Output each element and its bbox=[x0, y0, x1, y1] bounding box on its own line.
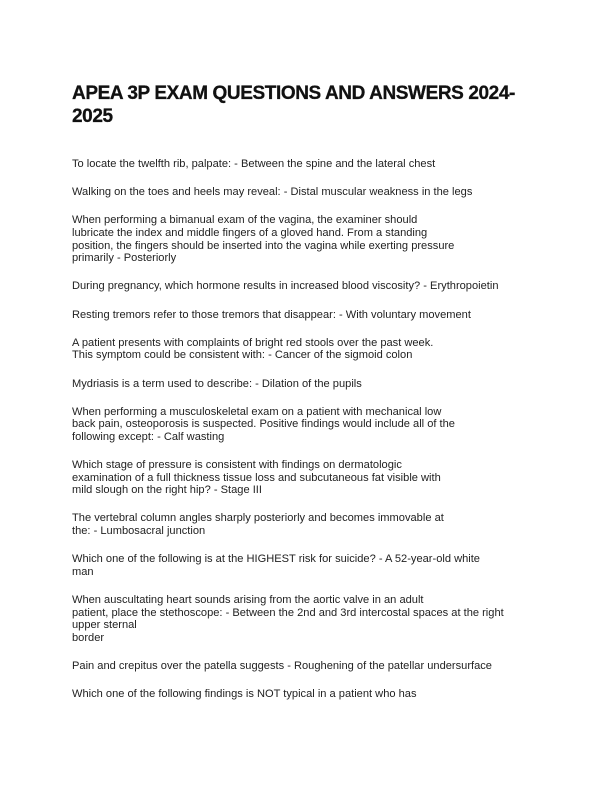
qa-line: back pain, osteoporosis is suspected. Positive findings would include all of the bbox=[72, 418, 455, 431]
qa-item bbox=[72, 512, 552, 537]
qa-line: mild slough on the right hip? - Stage III bbox=[72, 484, 262, 497]
qa-line: Mydriasis is a term used to describe: - Dilation of the pupils bbox=[72, 377, 362, 390]
qa-item bbox=[72, 406, 552, 444]
qa-line: When performing a bimanual exam of the vagina, the examiner should bbox=[72, 214, 418, 227]
qa-line: When auscultating heart sounds arising from the aortic valve in an adult bbox=[72, 594, 424, 606]
qa-item bbox=[72, 594, 552, 644]
qa-line: Which one of the following findings is NOT typical in a patient who has bbox=[72, 688, 417, 701]
qa-line: man bbox=[72, 565, 94, 578]
qa-line: upper sternal bbox=[72, 619, 137, 632]
qa-line: During pregnancy, which hormone results in increased blood viscosity? - Erythropoietin bbox=[72, 280, 499, 293]
qa-line: examination of a full thickness tissue loss and subcutaneous fat visible with bbox=[72, 471, 441, 484]
document-page bbox=[72, 82, 552, 716]
qa-line: The vertebral column angles sharply posteriorly and becomes immovable at bbox=[72, 512, 444, 525]
qa-item bbox=[72, 660, 552, 673]
qa-item bbox=[72, 378, 552, 391]
title-line: APEA 3P EXAM QUESTIONS AND ANSWERS 2024- bbox=[72, 83, 515, 104]
qa-list bbox=[72, 158, 552, 701]
qa-line: Which stage of pressure is consistent with findings on dermatologic bbox=[72, 459, 402, 472]
qa-item bbox=[72, 309, 552, 322]
qa-item bbox=[72, 158, 552, 171]
qa-item bbox=[72, 688, 552, 701]
page-title bbox=[72, 82, 552, 128]
qa-line: Resting tremors refer to those tremors that disappear: - With voluntary movement bbox=[72, 308, 471, 321]
qa-line: following except: - Calf wasting bbox=[72, 430, 225, 443]
qa-line: To locate the twelfth rib, palpate: - Between the spine and the lateral chest bbox=[72, 158, 436, 170]
qa-line: primarily - Posteriorly bbox=[72, 252, 177, 265]
qa-item bbox=[72, 553, 552, 578]
qa-line: This symptom could be consistent with: - Cancer of the sigmoid colon bbox=[72, 349, 413, 362]
qa-line: A patient presents with complaints of bright red stools over the past week. bbox=[72, 336, 434, 349]
qa-item bbox=[72, 459, 552, 497]
qa-line: the: - Lumbosacral junction bbox=[72, 525, 206, 538]
title-line: 2025 bbox=[72, 106, 113, 127]
qa-line: Pain and crepitus over the patella suggests - Roughening of the patellar undersurface bbox=[72, 659, 492, 672]
qa-line: patient, place the stethoscope: - Between the 2nd and 3rd intercostal spaces at the right bbox=[72, 606, 504, 619]
qa-line: lubricate the index and middle fingers of a gloved hand. From a standing bbox=[72, 226, 428, 239]
qa-item bbox=[72, 186, 552, 199]
qa-item bbox=[72, 214, 552, 264]
qa-line: When performing a musculoskeletal exam on a patient with mechanical low bbox=[72, 405, 442, 418]
qa-item bbox=[72, 337, 552, 362]
qa-item bbox=[72, 280, 552, 293]
qa-line: position, the fingers should be inserted into the vagina while exerting pressure bbox=[72, 239, 455, 252]
qa-line: Which one of the following is at the HIGHEST risk for suicide? - A 52-year-old white bbox=[72, 553, 480, 566]
qa-line: border bbox=[72, 631, 105, 644]
qa-line: Walking on the toes and heels may reveal: - Distal muscular weakness in the legs bbox=[72, 186, 473, 199]
